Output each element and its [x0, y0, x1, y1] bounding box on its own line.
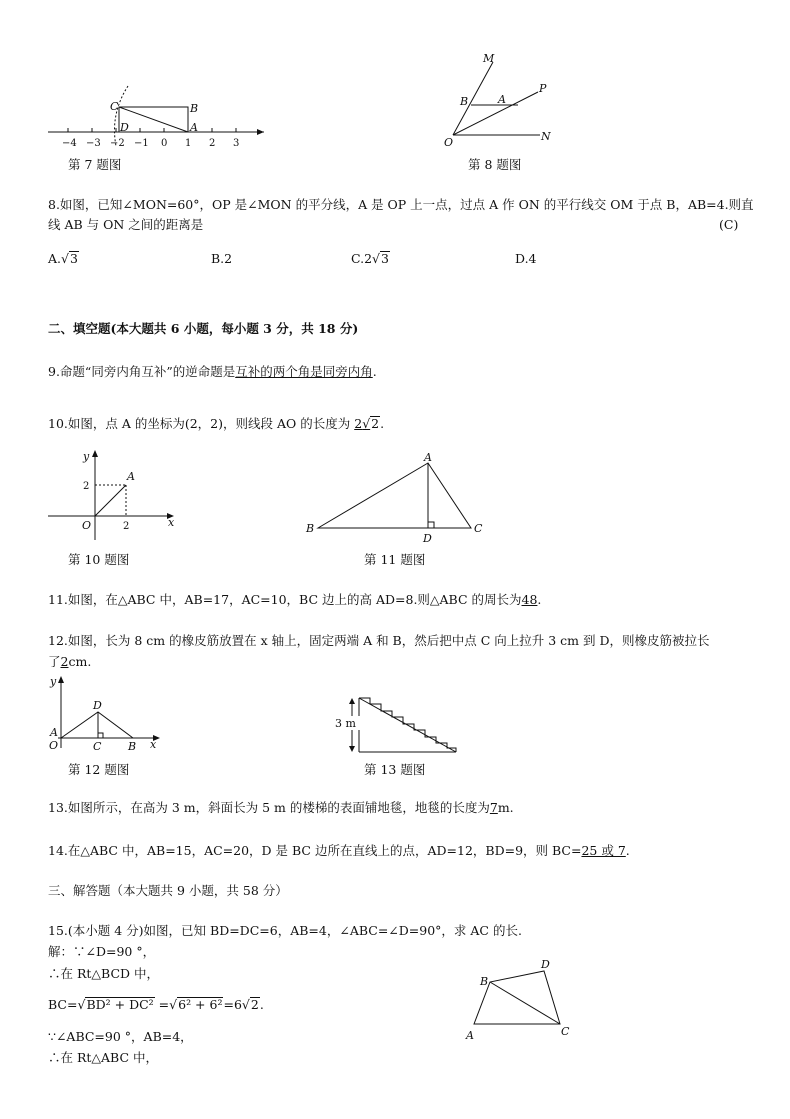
label-O: O	[444, 136, 454, 149]
tick-label: 1	[185, 138, 192, 149]
q13: 13.如图所示，在高为 3 m，斜面长为 5 m 的楼梯的表面铺地毯，地毯的长度为7m.	[48, 800, 514, 815]
q15-stem: 15.(本小题 4 分)如图，已知 BD=DC=6，AB=4，∠ABC=∠D=90°，求 AC 的长.	[48, 923, 522, 938]
segments-ADB	[61, 712, 133, 738]
figure-15	[458, 955, 578, 1043]
label-N: N	[541, 130, 551, 143]
tick-label: −1	[134, 138, 149, 149]
q9: 9.命题“同旁内角互补”的逆命题是互补的两个角是同旁内角.	[48, 364, 377, 379]
label-B: B	[480, 975, 489, 988]
section-3-heading: 三、解答题（本大题共 9 小题，共 58 分）	[48, 883, 288, 898]
caption-fig11: 第 11 题图	[364, 552, 426, 567]
tick-label: 2	[209, 138, 216, 149]
label-C: C	[110, 100, 119, 113]
figure-8	[438, 50, 558, 150]
triangle-ABC	[318, 463, 471, 528]
q8-option-b: B.2	[211, 251, 233, 266]
figure-10	[44, 448, 184, 544]
label-2: 2	[123, 521, 130, 532]
label-y: y	[50, 675, 57, 688]
q8-option-a: A.√3	[48, 251, 78, 266]
tick-label: −4	[62, 138, 77, 149]
label-A: A	[50, 726, 58, 739]
tick-label: 0	[161, 138, 168, 149]
figure-7	[40, 84, 270, 152]
q8-option-d: D.4	[515, 251, 537, 266]
q15-solution-3: BC=√BD² + DC² =√6² + 6²=6√2.	[48, 997, 264, 1012]
label-C: C	[474, 522, 483, 535]
label-A: A	[424, 451, 432, 464]
label-x: x	[168, 516, 175, 529]
q8-answer: (C)	[719, 217, 739, 232]
tick-label: −3	[86, 138, 101, 149]
q15-solution-4: ∵∠ABC=90 °，AB=4，	[48, 1029, 193, 1044]
caption-fig8: 第 8 题图	[468, 157, 522, 172]
label-2: 2	[83, 481, 90, 492]
label-M: M	[483, 52, 495, 65]
section-2-heading: 二、填空题(本大题共 6 小题，每小题 3 分，共 18 分)	[48, 321, 359, 336]
label-A: A	[498, 93, 506, 106]
q8-option-c: C.2√3	[351, 251, 389, 266]
caption-fig13: 第 13 题图	[364, 762, 426, 777]
label-B: B	[190, 102, 199, 115]
q8-line2: 线 AB 与 ON 之间的距离是	[48, 217, 204, 232]
label-P: P	[539, 82, 547, 95]
label-x: x	[150, 738, 157, 751]
segment-OA	[95, 485, 126, 516]
label-D: D	[93, 699, 102, 712]
q12-line1: 12.如图，长为 8 cm 的橡皮筋放置在 x 轴上，固定两端 A 和 B，然后把中点 C 向上拉升 3 cm 到 D，则橡皮筋被拉长	[48, 633, 710, 648]
ray-OM	[453, 62, 493, 135]
q8-line1: 8.如图，已知∠MON=60°，OP 是∠MON 的平分线，A 是 OP 上一点，过点 A 作 ON 的平行线交 OM 于点 B，AB=4.则直	[48, 197, 754, 212]
label-O: O	[49, 739, 59, 752]
label-D: D	[423, 532, 432, 545]
label-B: B	[128, 740, 137, 752]
label-O: O	[82, 519, 92, 532]
q14: 14.在△ABC 中，AB=15，AC=20，D 是 BC 边所在直线上的点，AD=12，BD=9，则 BC=25 或 7.	[48, 843, 630, 858]
arc	[115, 86, 129, 146]
tick-label: 3	[233, 138, 240, 149]
q15-solution-5: ∴在 Rt△ABC 中，	[48, 1050, 159, 1065]
label-A: A	[190, 121, 198, 134]
caption-fig7: 第 7 题图	[68, 157, 122, 172]
height-label: 3 m	[335, 717, 356, 730]
label-C: C	[93, 740, 102, 752]
label-B: B	[306, 522, 315, 535]
arrow-head	[257, 129, 264, 135]
q11: 11.如图，在△ABC 中，AB=17，AC=10，BC 边上的高 AD=8.则△ABC 的周长为48.	[48, 592, 542, 607]
ticks	[68, 128, 236, 132]
caption-fig12: 第 12 题图	[68, 762, 130, 777]
tick-label: −2	[110, 138, 125, 149]
label-y: y	[83, 450, 90, 463]
caption-fig10: 第 10 题图	[68, 552, 130, 567]
label-A: A	[466, 1029, 474, 1042]
label-D: D	[541, 958, 550, 971]
q15-solution-1: 解：∵∠D=90 °，	[48, 944, 156, 959]
label-C: C	[561, 1025, 570, 1038]
diagonal	[119, 107, 188, 132]
q12-line2: 了2cm.	[48, 654, 92, 669]
q10: 10.如图，点 A 的坐标为(2，2)，则线段 AO 的长度为 2√2.	[48, 416, 385, 431]
label-A: A	[127, 470, 135, 483]
figure-13	[330, 692, 462, 756]
label-D: D	[120, 121, 129, 134]
figure-12	[44, 672, 168, 752]
slope	[359, 698, 456, 752]
label-B: B	[460, 95, 469, 108]
figure-11	[300, 450, 492, 546]
q15-solution-2: ∴在 Rt△BCD 中，	[48, 966, 159, 981]
